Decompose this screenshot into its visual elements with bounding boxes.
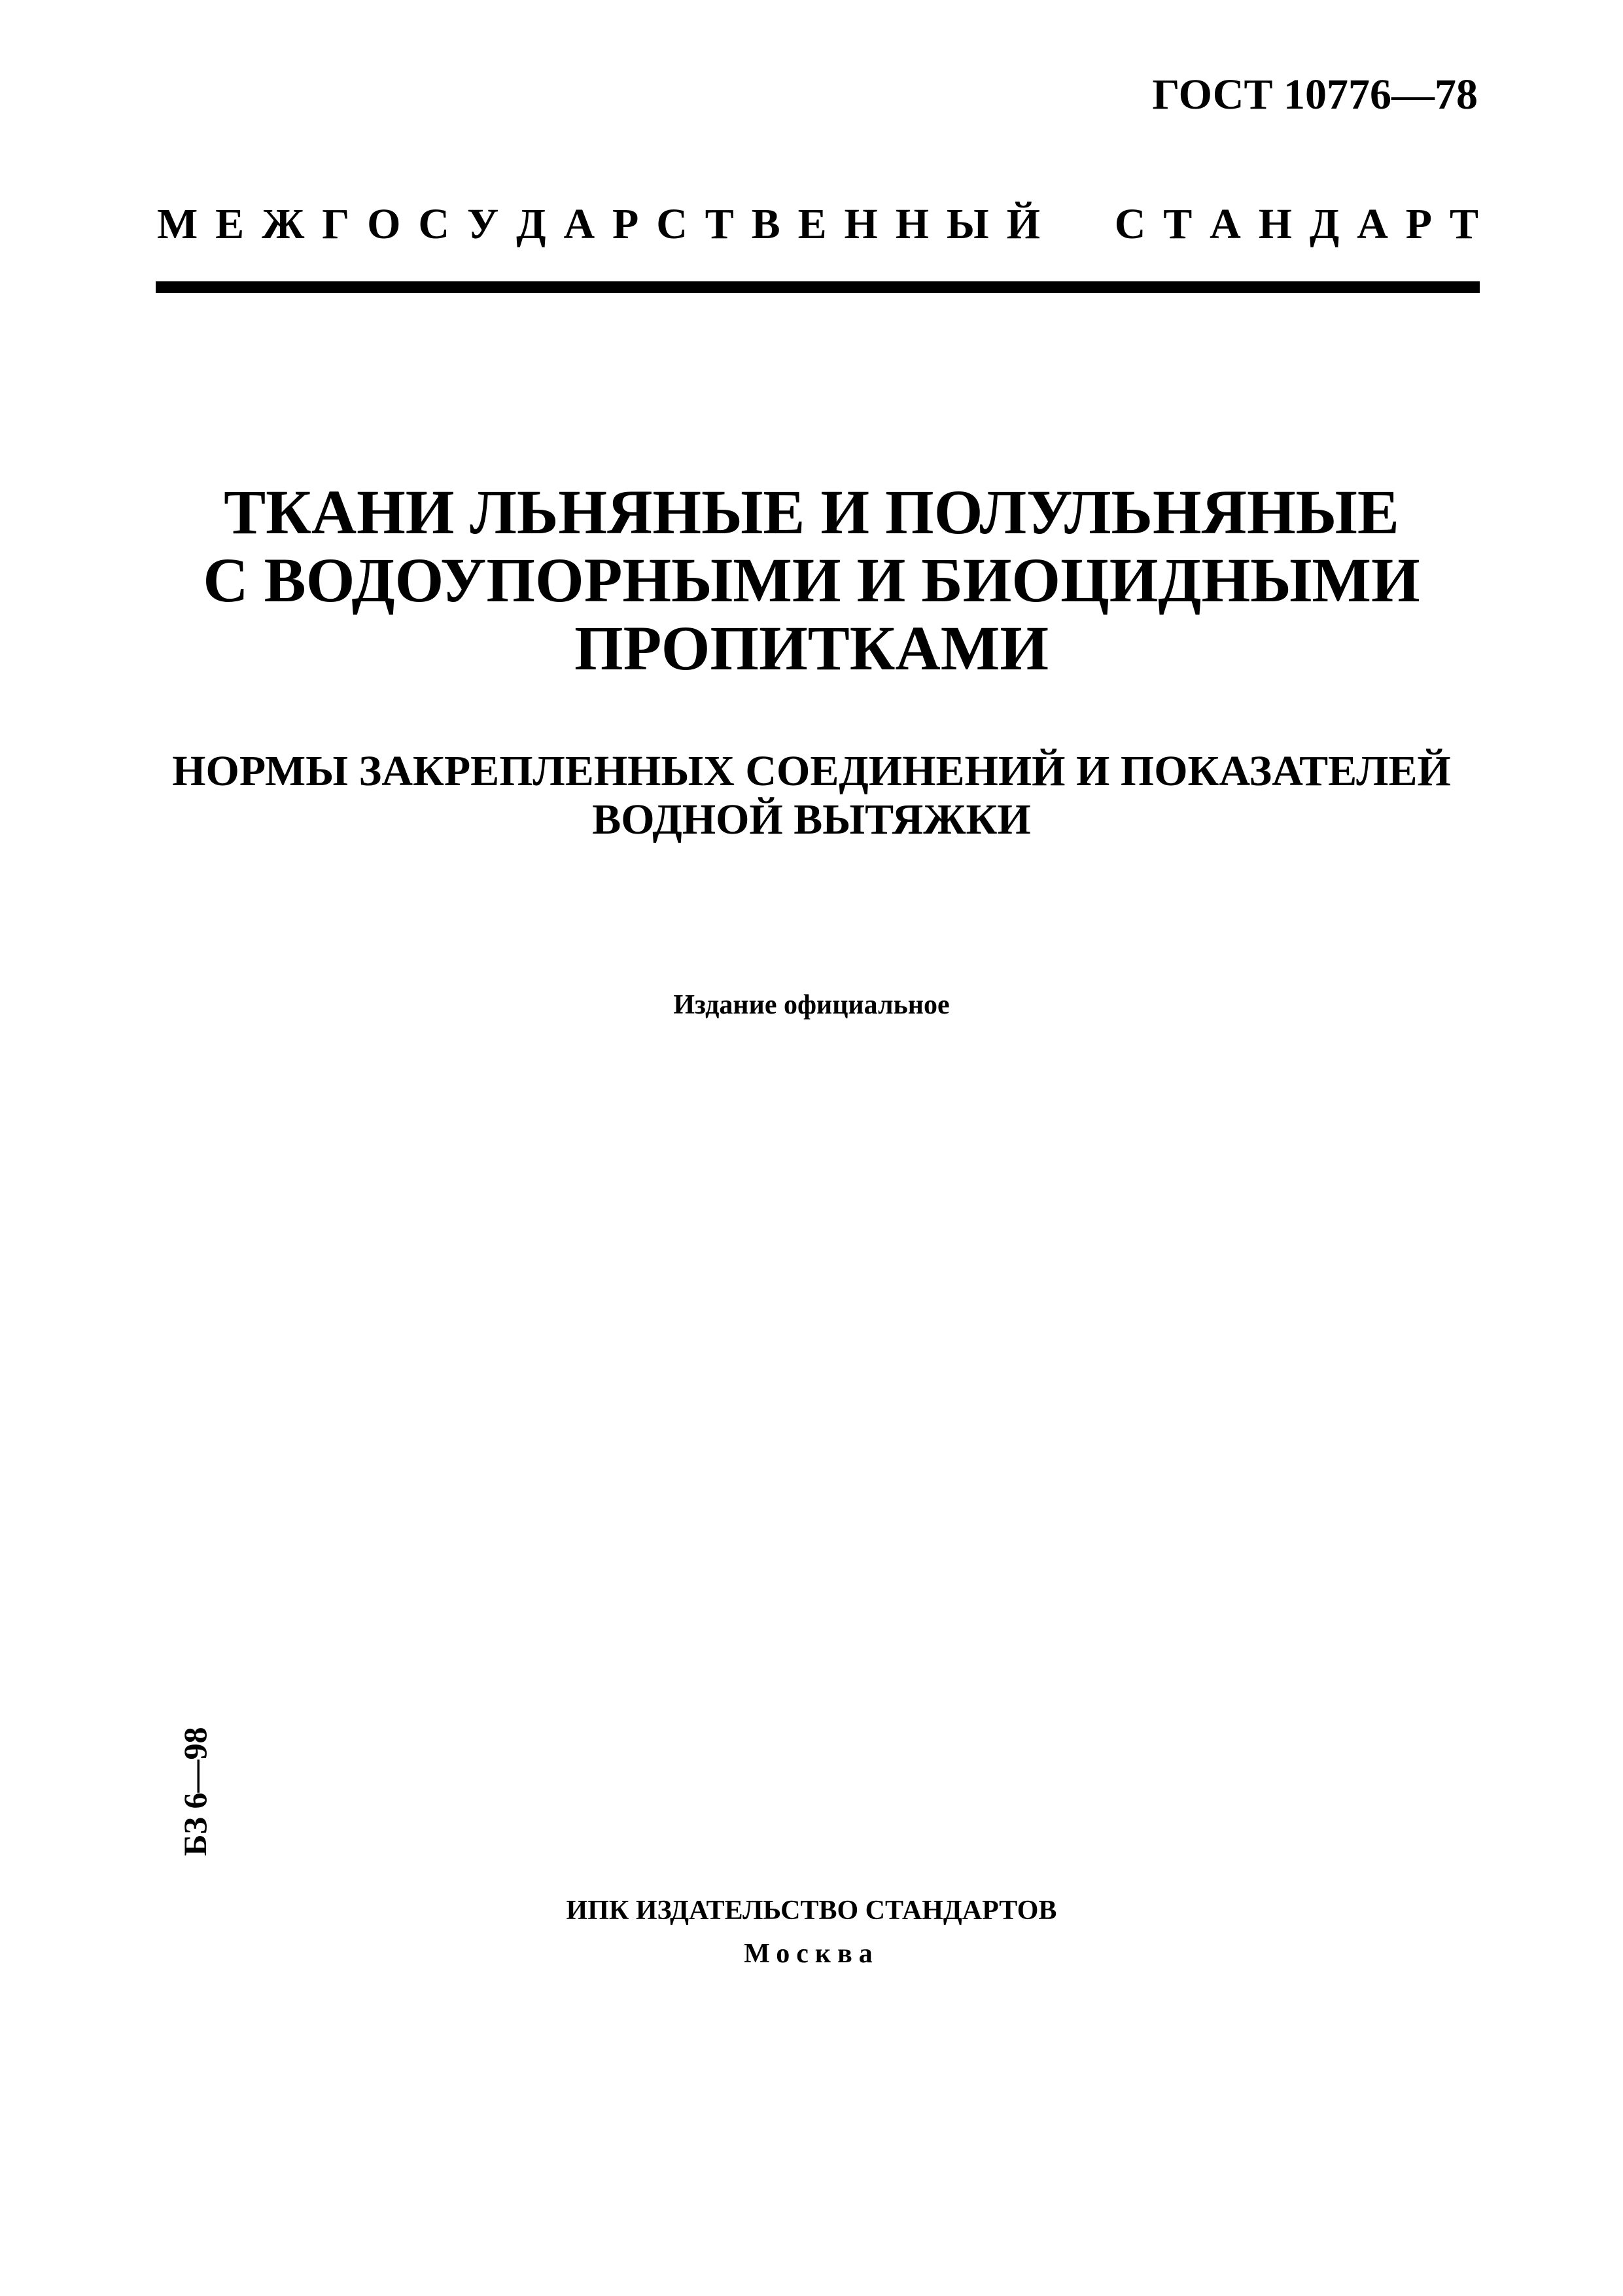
heading-letter: Ж [262,200,305,248]
heading-letter: У [466,200,499,248]
heading-letter: Н [895,200,930,248]
title-line: ПРОПИТКАМИ [574,613,1049,683]
edition-label: Издание официальное [673,990,950,1020]
document-number: ГОСТ 10776—78 [1152,71,1478,118]
heading-letter: Г [322,200,350,248]
document-subtitle [0,747,1623,844]
heading-letter: Н [1258,200,1293,248]
heading-letter: Й [1006,200,1040,248]
header-rule [156,281,1480,293]
heading-letter: Е [215,200,245,248]
city: Москва [744,1939,879,1969]
heading-letter: С [1114,200,1146,248]
title-line: С ВОДОУПОРНЫМИ И БИОЦИДНЫМИ [203,545,1420,615]
standard-type-heading [157,200,1478,248]
heading-letter: Н [844,200,878,248]
subtitle-line: ВОДНОЙ ВЫТЯЖКИ [592,796,1031,843]
heading-letter: Т [1449,200,1478,248]
heading-letter: Ы [946,200,989,248]
heading-letter: С [656,200,688,248]
publisher: ИПК ИЗДАТЕЛЬСТВО СТАНДАРТОВ [566,1896,1057,1926]
heading-letter: Т [705,200,734,248]
subtitle-line: НОРМЫ ЗАКРЕПЛЕННЫХ СОЕДИНЕНИЙ И ПОКАЗАТЕЛЕЙ [172,747,1451,795]
heading-letter: А [1357,200,1388,248]
document-title [0,477,1623,685]
heading-letter: М [157,200,198,248]
heading-letter: А [563,200,595,248]
title-line: ТКАНИ ЛЬНЯНЫЕ И ПОЛУЛЬНЯНЫЕ [224,477,1399,547]
heading-letter: Д [1309,200,1340,248]
heading-letter: Е [797,200,827,248]
heading-letter: А [1210,200,1241,248]
side-code: БЗ 6—98 [177,1727,213,1856]
heading-letter: Т [1163,200,1193,248]
heading-letter: В [751,200,780,248]
heading-letter: О [367,200,401,248]
heading-letter: Д [516,200,546,248]
heading-letter: Р [1405,200,1433,248]
heading-letter: С [418,200,449,248]
word-gap [1058,203,1097,246]
heading-letter: Р [612,200,639,248]
